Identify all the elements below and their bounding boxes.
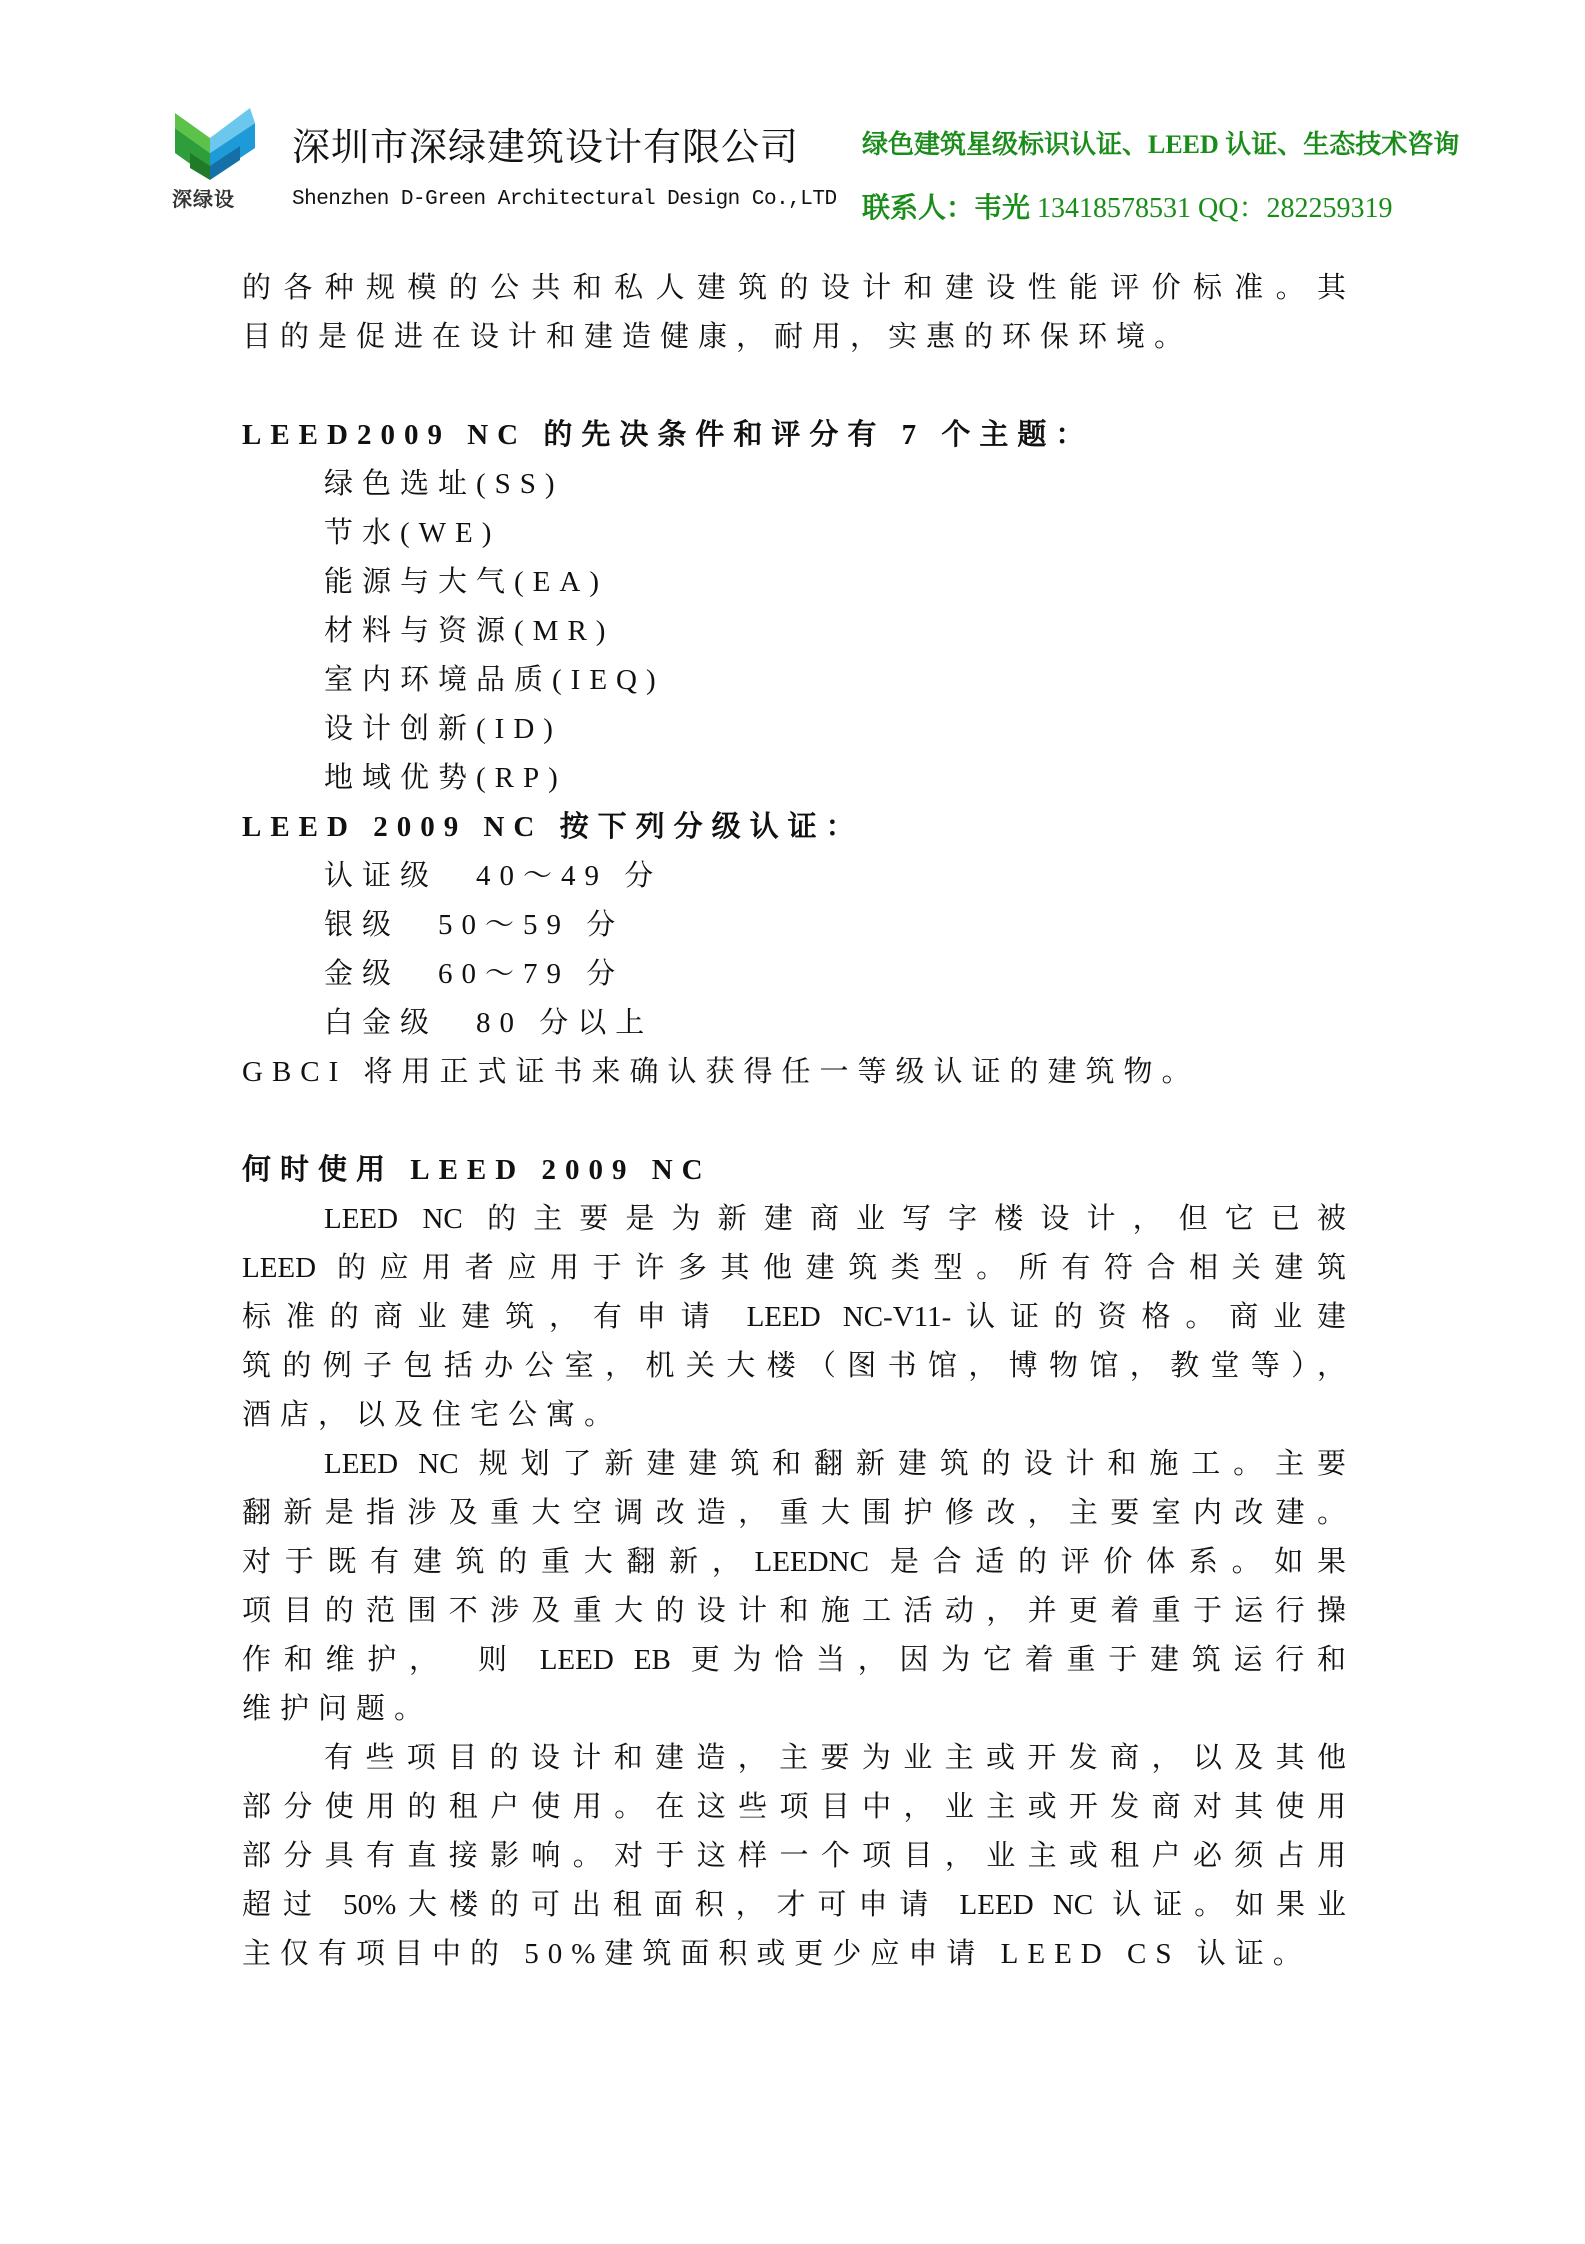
gbci-note: GBCI 将用正式证书来确认获得任一等级认证的建筑物。 xyxy=(242,1056,1200,1088)
paragraph-line: 项目的范围不涉及重大的设计和施工活动，并更着重于运行操 xyxy=(242,1595,1346,1627)
level-item: 白金级 80 分以上 xyxy=(324,1007,654,1039)
contact-qq: QQ：282259319 xyxy=(1198,193,1393,224)
paragraph-line: LEED NC 规划了新建建筑和翻新建筑的设计和施工。主要 xyxy=(324,1448,1346,1480)
paragraph-line: 酒店，以及住宅公寓。 xyxy=(242,1399,623,1431)
contact-info xyxy=(862,186,1392,226)
topic-item: 地域优势(RP) xyxy=(324,762,567,794)
paragraph-line: 对于既有建筑的重大翻新，LEEDNC 是合适的评价体系。如果 xyxy=(242,1546,1346,1578)
paragraph-line: 超过 50%大楼的可出租面积，才可申请 LEED NC 认证。如果业 xyxy=(242,1889,1346,1921)
contact-phone: 13418578531 xyxy=(1037,193,1192,224)
logo-text: 深绿设 xyxy=(172,187,235,211)
paragraph-line: 部分具有直接影响。对于这样一个项目，业主或租户必须占用 xyxy=(242,1840,1346,1872)
document-body xyxy=(242,264,1346,1979)
topic-item: 节水(WE) xyxy=(324,517,501,549)
contact-label: 联系人：韦光 xyxy=(862,193,1031,224)
paragraph-line: 标准的商业建筑，有申请 LEED NC-V11-认证的资格。商业建 xyxy=(242,1301,1346,1333)
paragraph-line: LEED NC 的主要是为新建商业写字楼设计，但它已被 xyxy=(324,1203,1346,1235)
paragraph-line: 筑的例子包括办公室，机关大楼（图书馆，博物馆，教堂等）， xyxy=(242,1350,1346,1382)
level-item: 金级 60～79 分 xyxy=(324,958,625,990)
topic-item: 能源与大气(EA) xyxy=(324,566,608,598)
slogan: 绿色建筑星级标识认证、LEED 认证、生态技术咨询 xyxy=(862,130,1460,159)
topic-item: 室内环境品质(IEQ) xyxy=(324,664,665,696)
topic-item: 材料与资源(MR) xyxy=(324,615,615,647)
levels-heading: LEED 2009 NC 按下列分级认证： xyxy=(242,811,864,843)
topic-item: 设计创新(ID) xyxy=(324,713,562,745)
paragraph-line: 目的是促进在设计和建造健康，耐用，实惠的环保环境。 xyxy=(242,321,1193,353)
paragraph-line: 维护问题。 xyxy=(242,1693,433,1725)
level-item: 银级 50～59 分 xyxy=(324,909,625,941)
paragraph-line: 作和维护， 则 LEED EB 更为恰当，因为它着重于建筑运行和 xyxy=(242,1644,1346,1676)
paragraph-line: LEED 的应用者应用于许多其他建筑类型。所有符合相关建筑 xyxy=(242,1252,1346,1284)
when-heading: 何时使用 LEED 2009 NC xyxy=(242,1154,712,1186)
paragraph-line: 主仅有项目中的 50%建筑面积或更少应申请 LEED CS 认证。 xyxy=(242,1938,1311,1970)
paragraph-line: 部分使用的租户使用。在这些项目中，业主或开发商对其使用 xyxy=(242,1791,1346,1823)
paragraph-line: 翻新是指涉及重大空调改造，重大围护修改，主要室内改建。 xyxy=(242,1497,1346,1529)
topics-heading: LEED2009 NC 的先决条件和评分有 7 个主题： xyxy=(242,419,1094,451)
paragraph-line: 有些项目的设计和建造，主要为业主或开发商，以及其他 xyxy=(324,1742,1346,1774)
topic-item: 绿色选址(SS) xyxy=(324,468,564,500)
company-name: 深圳市深绿建筑设计有限公司 xyxy=(292,127,800,169)
level-item: 认证级 40～49 分 xyxy=(324,860,663,892)
paragraph-line: 的各种规模的公共和私人建筑的设计和建设性能评价标准。其 xyxy=(242,272,1346,304)
company-name-en: Shenzhen D-Green Architectural Design Co.,LTD xyxy=(292,188,837,211)
